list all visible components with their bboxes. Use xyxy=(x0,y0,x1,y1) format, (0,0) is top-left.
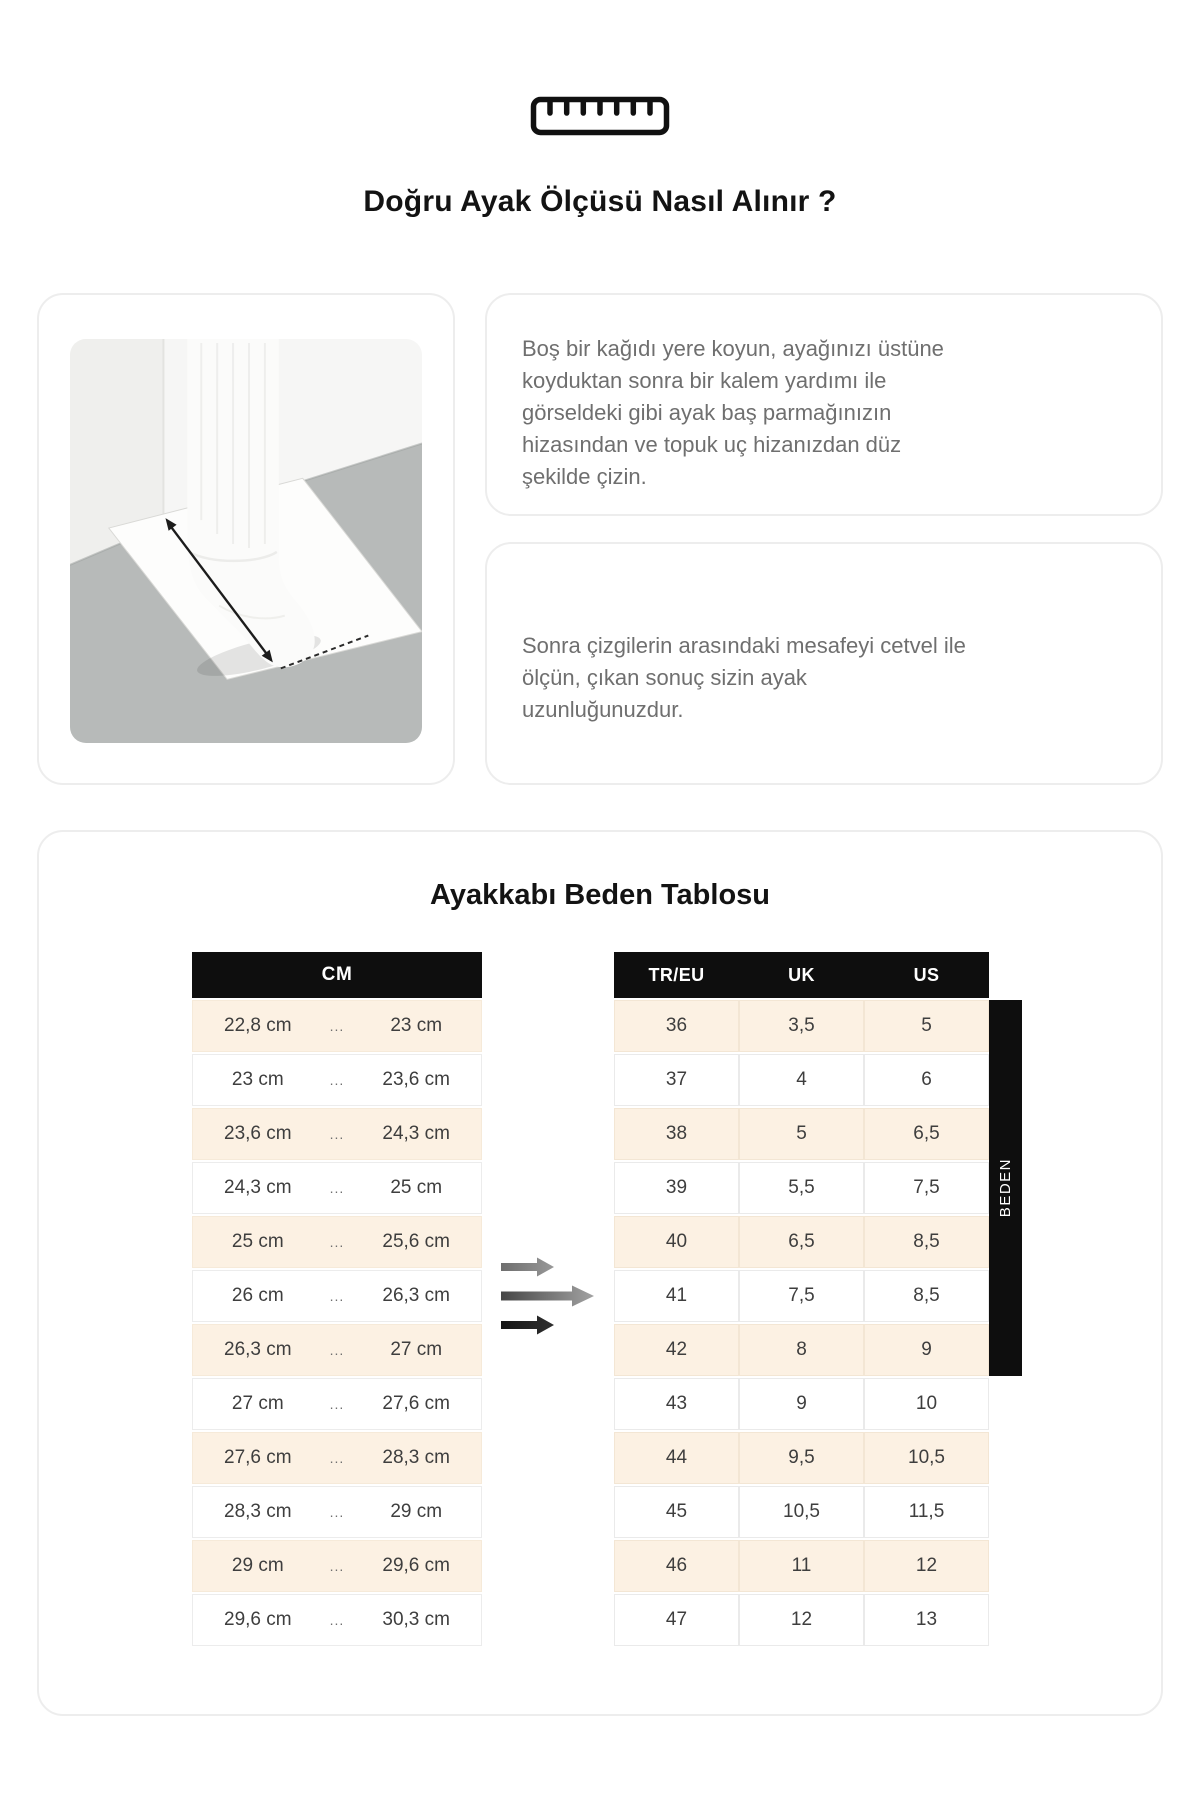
range-dots: ... xyxy=(329,1612,345,1628)
size-us: 12 xyxy=(864,1540,989,1592)
range-dots: ... xyxy=(329,1450,345,1466)
size-us: 10 xyxy=(864,1378,989,1430)
range-dots: ... xyxy=(329,1504,345,1520)
col-header-tr-eu: TR/EU xyxy=(648,964,705,985)
cm-range-end: 23 cm xyxy=(390,1015,443,1036)
cm-range-end: 27 cm xyxy=(390,1339,443,1360)
cm-range-end: 25,6 cm xyxy=(382,1231,450,1252)
size-table-row xyxy=(614,1378,989,1430)
size-tr-eu: 38 xyxy=(614,1108,739,1160)
range-dots: ... xyxy=(329,1558,345,1574)
cm-table-row xyxy=(192,1378,482,1430)
cm-table-row xyxy=(192,1594,482,1646)
cm-range-end: 29 cm xyxy=(390,1501,443,1522)
size-tr-eu: 40 xyxy=(614,1216,739,1268)
size-uk: 11 xyxy=(739,1540,864,1592)
size-table-row xyxy=(614,1216,989,1268)
range-dots: ... xyxy=(329,1072,345,1088)
range-dots: ... xyxy=(329,1396,345,1412)
cm-range-end: 30,3 cm xyxy=(382,1609,450,1630)
foot-photo-card xyxy=(37,293,455,785)
size-tr-eu: 46 xyxy=(614,1540,739,1592)
size-us: 6,5 xyxy=(864,1108,989,1160)
cm-range-start: 25 cm xyxy=(231,1231,284,1252)
size-tr-eu: 36 xyxy=(614,1000,739,1052)
cm-range-start: 26 cm xyxy=(231,1285,284,1306)
size-us: 9 xyxy=(864,1324,989,1376)
size-us: 8,5 xyxy=(864,1216,989,1268)
size-tr-eu: 47 xyxy=(614,1594,739,1646)
foot-measurement-illustration xyxy=(70,339,422,743)
size-tr-eu: 42 xyxy=(614,1324,739,1376)
size-uk: 4 xyxy=(739,1054,864,1106)
ruler-icon xyxy=(530,96,670,136)
size-uk: 7,5 xyxy=(739,1270,864,1322)
cm-range-start: 22,8 cm xyxy=(224,1015,292,1036)
size-uk: 6,5 xyxy=(739,1216,864,1268)
cm-range-end: 23,6 cm xyxy=(382,1069,450,1090)
how-to-section xyxy=(37,293,1163,785)
size-table-row xyxy=(614,1000,989,1052)
cm-range-start: 23 cm xyxy=(231,1069,284,1090)
size-uk: 12 xyxy=(739,1594,864,1646)
instruction-step-2: Sonra çizgilerin arasındaki mesafeyi cetvel ile ölçün, çıkan sonuç sizin ayak uzunluğunuzdur. xyxy=(522,633,966,722)
size-uk: 5 xyxy=(739,1108,864,1160)
size-us: 8,5 xyxy=(864,1270,989,1322)
cm-table-row xyxy=(192,1054,482,1106)
range-dots: ... xyxy=(329,1234,345,1250)
transfer-arrows-icon xyxy=(482,1257,614,1337)
cm-range-end: 27,6 cm xyxy=(382,1393,450,1414)
size-table-row xyxy=(614,1162,989,1214)
size-table-row xyxy=(614,1432,989,1484)
size-tr-eu: 43 xyxy=(614,1378,739,1430)
cm-table-row xyxy=(192,1270,482,1322)
size-table-row xyxy=(614,1486,989,1538)
cm-range-start: 23,6 cm xyxy=(224,1123,292,1144)
range-dots: ... xyxy=(329,1342,345,1358)
cm-table-row xyxy=(192,1108,482,1160)
size-uk: 5,5 xyxy=(739,1162,864,1214)
range-dots: ... xyxy=(329,1018,345,1034)
size-us: 11,5 xyxy=(864,1486,989,1538)
size-tr-eu: 45 xyxy=(614,1486,739,1538)
size-us: 10,5 xyxy=(864,1432,989,1484)
size-table-row xyxy=(614,1594,989,1646)
size-tr-eu: 41 xyxy=(614,1270,739,1322)
size-uk: 9 xyxy=(739,1378,864,1430)
range-dots: ... xyxy=(329,1180,345,1196)
range-dots: ... xyxy=(329,1126,345,1142)
cm-table-row xyxy=(192,1162,482,1214)
beden-side-label xyxy=(989,1000,1022,1376)
size-tr-eu: 37 xyxy=(614,1054,739,1106)
cm-range-start: 29,6 cm xyxy=(224,1609,292,1630)
range-dots: ... xyxy=(329,1288,345,1304)
page-title: Doğru Ayak Ölçüsü Nasıl Alınır ? xyxy=(363,185,837,218)
cm-range-start: 27 cm xyxy=(231,1393,284,1414)
cm-table-row xyxy=(192,1486,482,1538)
size-uk: 10,5 xyxy=(739,1486,864,1538)
page-header xyxy=(0,0,1200,219)
size-us: 7,5 xyxy=(864,1162,989,1214)
cm-range-end: 29,6 cm xyxy=(382,1555,450,1576)
cm-range-end: 26,3 cm xyxy=(382,1285,450,1306)
size-us: 6 xyxy=(864,1054,989,1106)
cm-range-start: 27,6 cm xyxy=(224,1447,292,1468)
cm-table-row xyxy=(192,1000,482,1052)
cm-table-row xyxy=(192,1324,482,1376)
cm-table-body xyxy=(192,1000,482,1646)
cm-table-header: CM xyxy=(192,952,482,998)
size-uk: 3,5 xyxy=(739,1000,864,1052)
size-tr-eu: 39 xyxy=(614,1162,739,1214)
size-table-row xyxy=(614,1324,989,1376)
cm-range-start: 29 cm xyxy=(231,1555,284,1576)
col-header-uk: UK xyxy=(788,964,815,985)
cm-range-end: 25 cm xyxy=(390,1177,443,1198)
cm-range-start: 26,3 cm xyxy=(224,1339,292,1360)
size-table-row xyxy=(614,1540,989,1592)
intl-size-table-body xyxy=(614,1000,989,1646)
size-tr-eu: 44 xyxy=(614,1432,739,1484)
size-us: 13 xyxy=(864,1594,989,1646)
beden-label-text: BEDEN xyxy=(997,1158,1014,1218)
instruction-card-1 xyxy=(485,293,1163,516)
size-table-row xyxy=(614,1108,989,1160)
cm-table-row xyxy=(192,1432,482,1484)
intl-size-table xyxy=(614,952,1014,1648)
size-table-row xyxy=(614,1270,989,1322)
cm-range-end: 28,3 cm xyxy=(382,1447,450,1468)
cm-table xyxy=(192,952,482,1648)
instruction-step-1: Boş bir kağıdı yere koyun, ayağınızı üstüne koyduktan sonra bir kalem yardımı ile görseldeki gibi ayak baş parmağınızın hizasından ve topuk uç hizanızdan düz şekilde çizin. xyxy=(522,336,944,489)
size-uk: 9,5 xyxy=(739,1432,864,1484)
size-table-title: Ayakkabı Beden Tablosu xyxy=(429,879,771,911)
cm-range-start: 24,3 cm xyxy=(224,1177,292,1198)
cm-range-start: 28,3 cm xyxy=(224,1501,292,1522)
foot-measurement-photo xyxy=(70,339,422,743)
size-table-card xyxy=(37,830,1163,1716)
instruction-card-2 xyxy=(485,542,1163,785)
size-us: 5 xyxy=(864,1000,989,1052)
cm-table-row xyxy=(192,1216,482,1268)
size-table-row xyxy=(614,1054,989,1106)
cm-table-row xyxy=(192,1540,482,1592)
instructions-column xyxy=(485,293,1163,785)
size-uk: 8 xyxy=(739,1324,864,1376)
cm-range-end: 24,3 cm xyxy=(382,1123,450,1144)
col-header-us: US xyxy=(913,964,940,985)
size-tables xyxy=(39,952,1161,1648)
intl-size-table-header xyxy=(614,952,989,998)
